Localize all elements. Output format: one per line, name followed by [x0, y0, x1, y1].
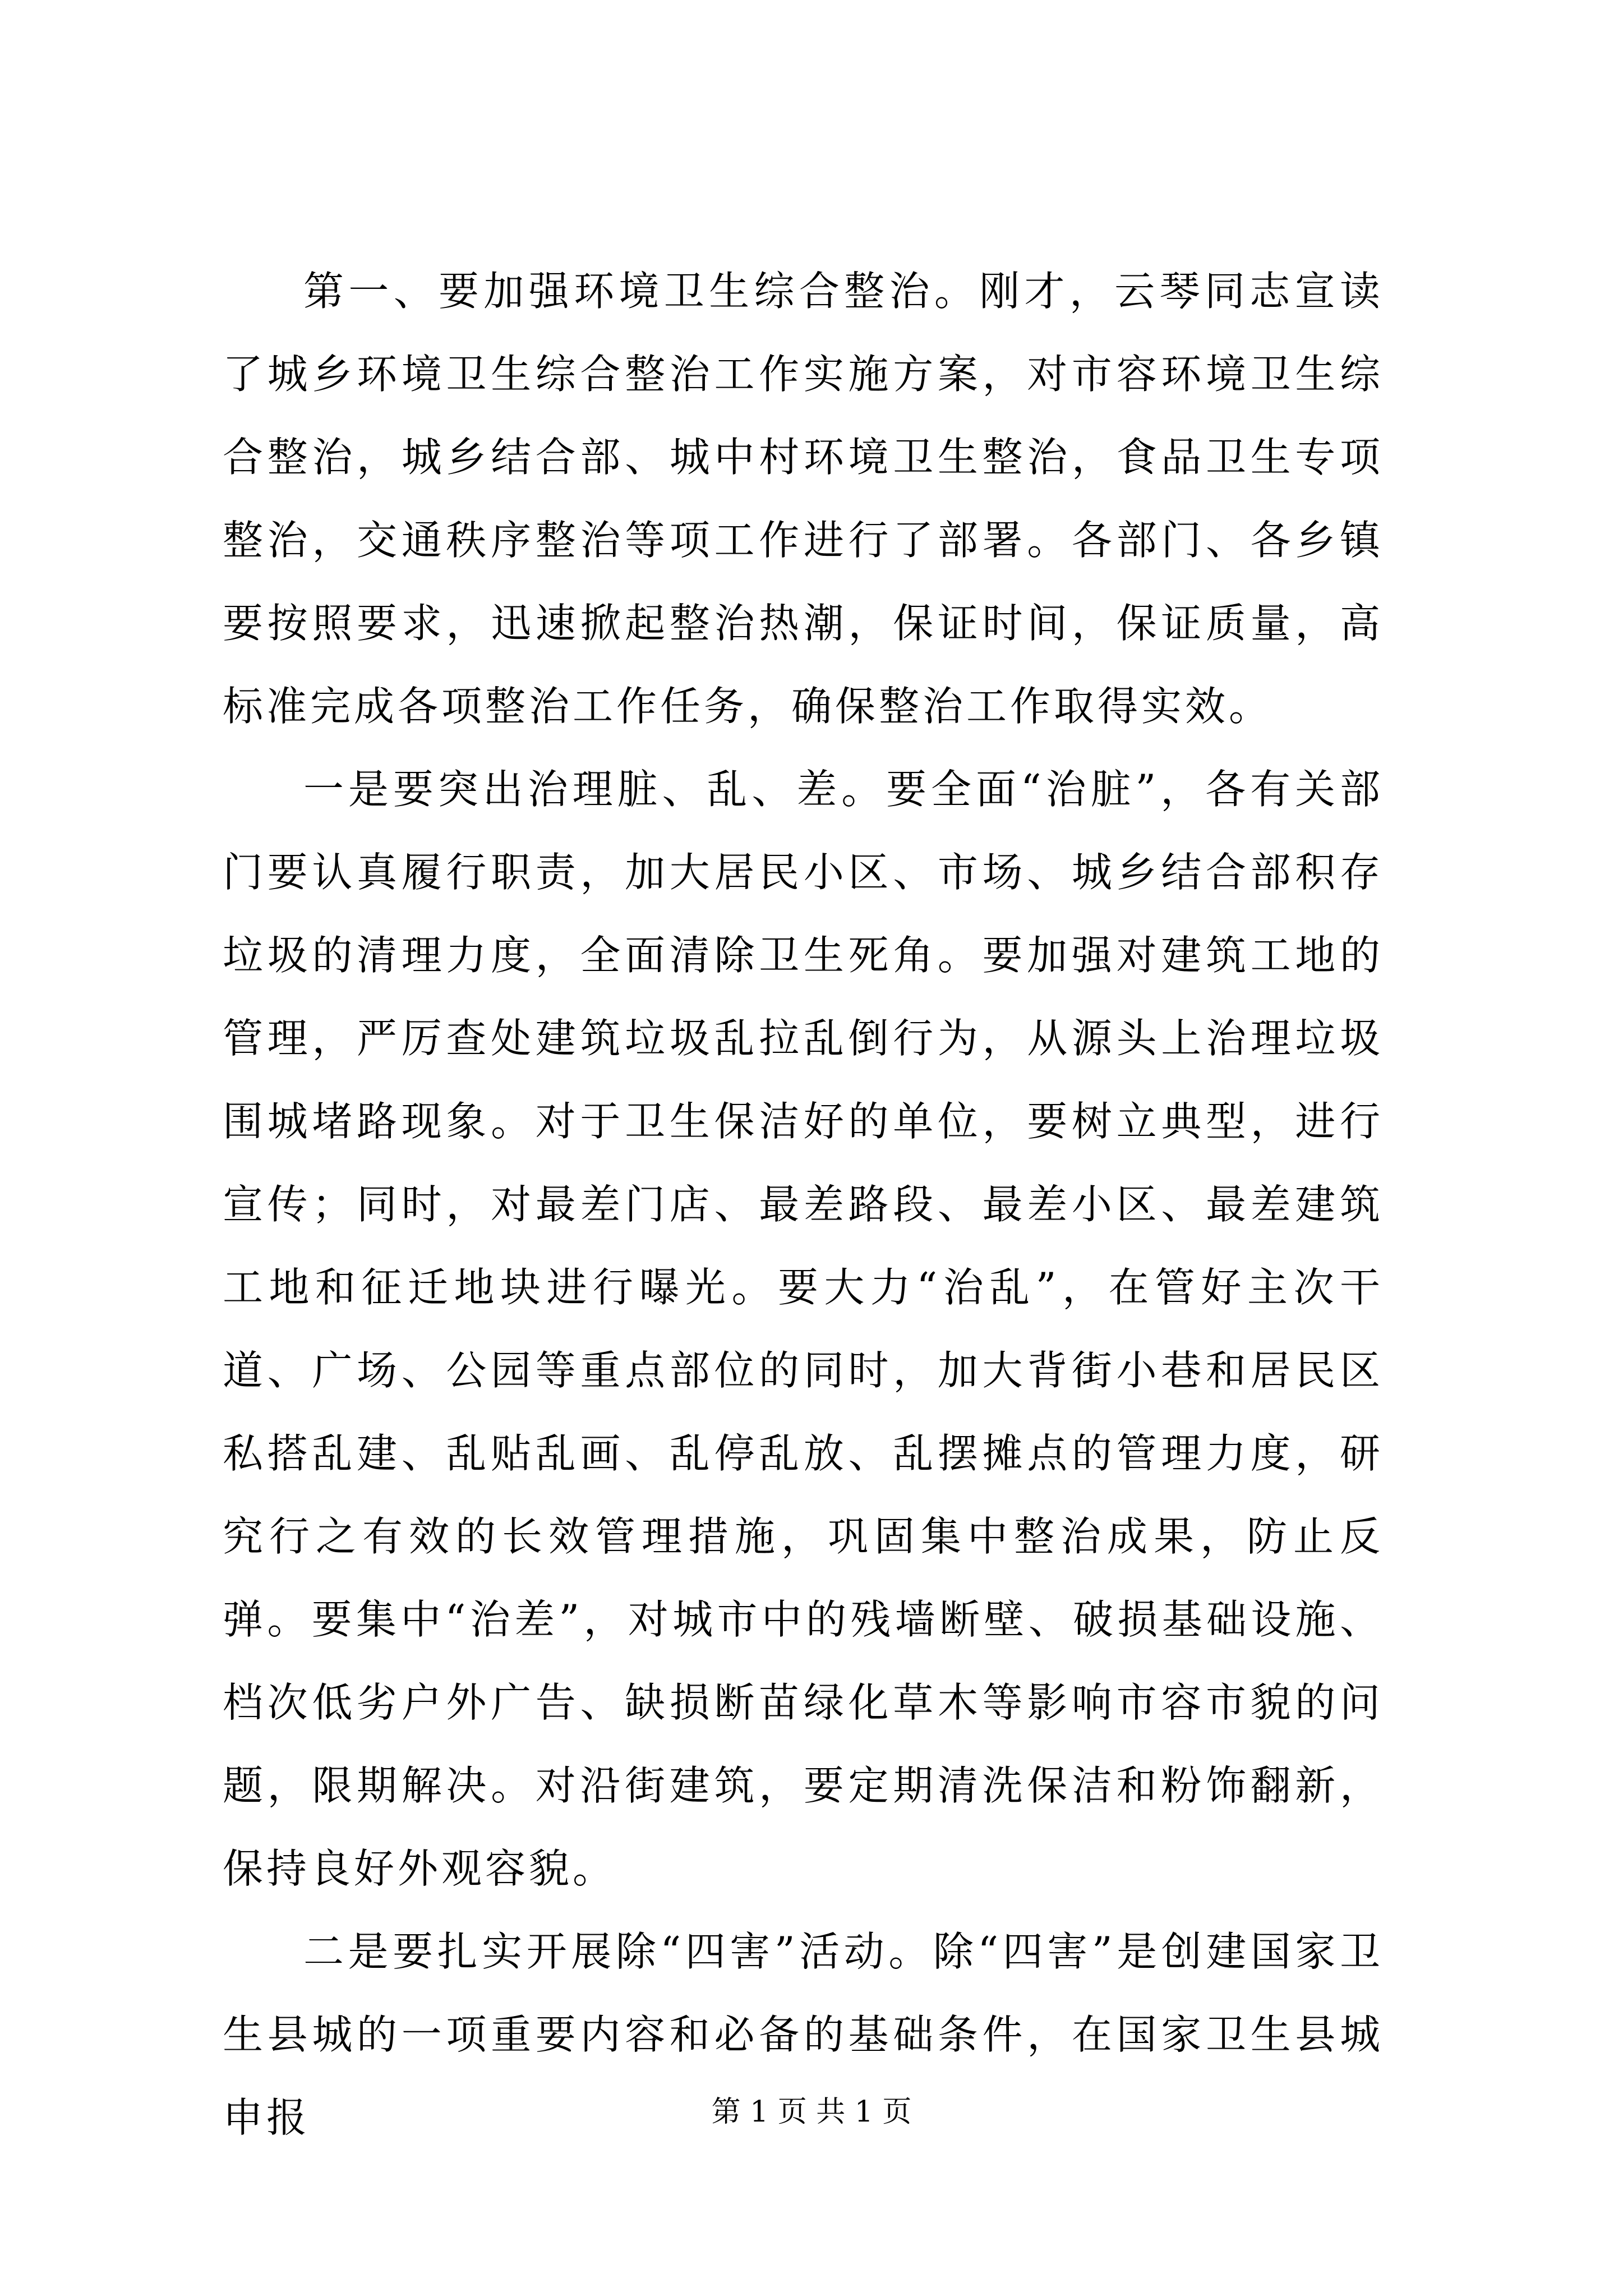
paragraph-1: 第一、要加强环境卫生综合整治。刚才，云琴同志宣读了城乡环境卫生综合整治工作实施方案，对市容环境卫生综合整治，城乡结合部、城中村环境卫生整治，食品卫生专项整治，交通秩序整治等项工作进行了部署。各部门、各乡镇要按照要求，迅速掀起整治热潮，保证时间，保证质量，高标准完成各项整治工作任务，确保整治工作取得实效。	[223, 268, 1384, 730]
paragraph-3: 二是要扎实开展除“四害”活动。除“四害”是创建国家卫生县城的一项重要内容和必备的基础条件，在国家卫生县城申报	[223, 1928, 1384, 2141]
page-number-footer: 第 1 页 共 1 页	[711, 2095, 912, 2129]
paragraph-2: 一是要突出治理脏、乱、差。要全面“治脏”，各有关部门要认真履行职责，加大居民小区、市场、城乡结合部积存垃圾的清理力度，全面清除卫生死角。要加强对建筑工地的管理，严厉查处建筑垃圾乱拉乱倒行为，从源头上治理垃圾围城堵路现象。对于卫生保洁好的单位，要树立典型，进行宣传；同时，对最差门店、最差路段、最差小区、最差建筑工地和征迁地块进行曝光。要大力“治乱”，在管好主次干道、广场、公园等重点部位的同时，加大背街小巷和居民区私搭乱建、乱贴乱画、乱停乱放、乱摆摊点的管理力度，研究行之有效的长效管理措施，巩固集中整治成果，防止反弹。要集中“治差”，对城市中的残墙断壁、破损基础设施、档次低劣户外广告、缺损断苗绿化草木等影响市容市貌的问题，限期解决。对沿街建筑，要定期清洗保洁和粉饰翻新，保持良好外观容貌。	[223, 766, 1384, 1892]
document-body	[223, 250, 1384, 2159]
